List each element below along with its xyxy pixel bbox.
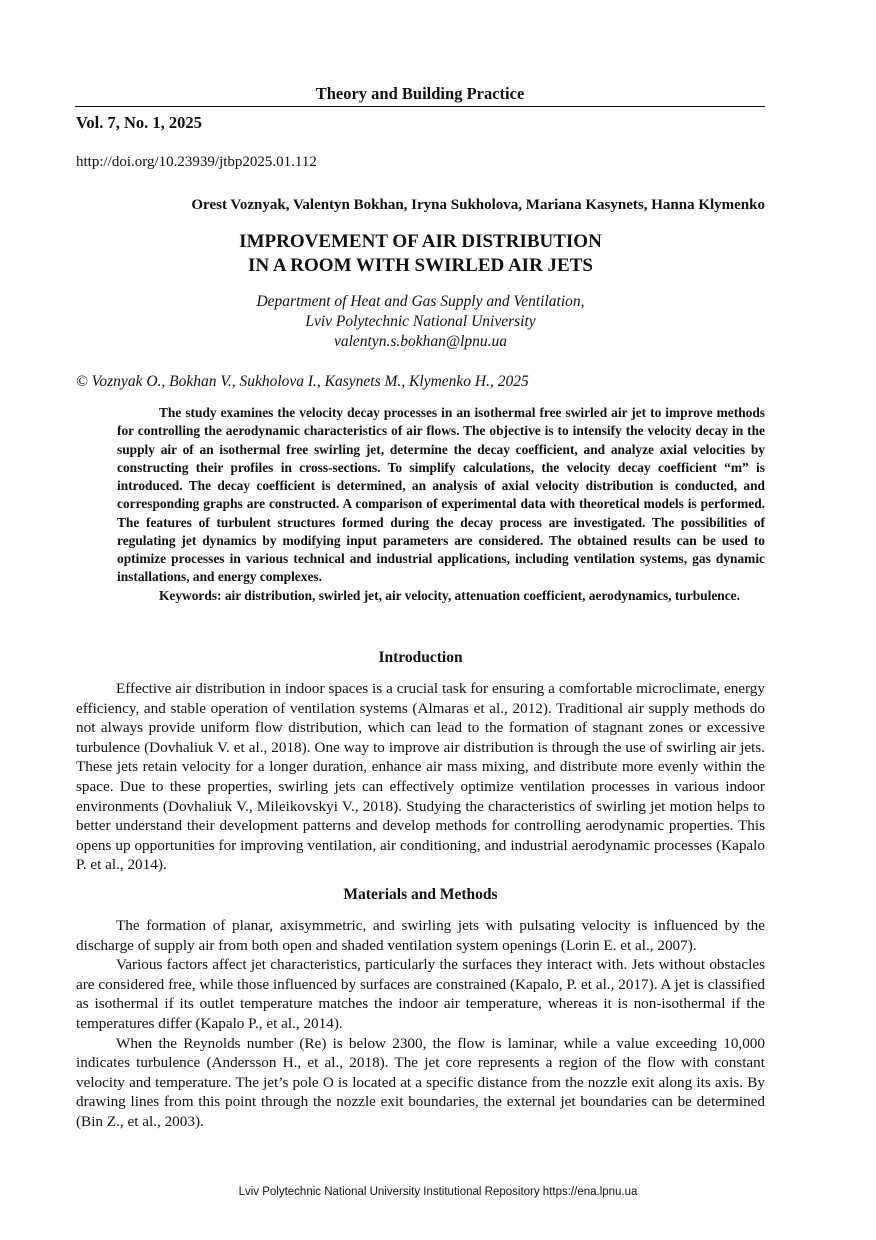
author-list: Orest Voznyak, Valentyn Bokhan, Iryna Sukholova, Mariana Kasynets, Hanna Klymenko	[191, 197, 765, 213]
paragraph: When the Reynolds number (Re) is below 2300, the flow is laminar, while a value exceeding 10,000 indicates turbulence (Andersson H., et al., 2018). The jet core represents a region of the flow with constant velocity and temperature. The jet’s pole O is located at a specific distance from the nozzle exit along its axis. By drawing lines from this point through the nozzle exit boundaries, the external jet boundaries can be determined (Bin Z., et al., 2003).	[76, 1034, 765, 1130]
repository-footer: Lviv Polytechnic National University Institutional Repository https://ena.lpnu.ua	[238, 1186, 638, 1198]
doi-link[interactable]: http://doi.org/10.23939/jtbp2025.01.112	[76, 154, 317, 170]
section-heading-methods: Materials and Methods	[343, 886, 498, 903]
introduction-body	[76, 679, 765, 875]
affiliation-university: Lviv Polytechnic National University	[305, 313, 536, 330]
volume-label: Vol. 7, No. 1, 2025	[76, 113, 202, 132]
paragraph: Various factors affect jet characteristics, particularly the surfaces they interact with. Jets without obstacles are considered free, while those influenced by surfaces are constrained (Kapalo, P. et al., 2017). A jet is classified as isothermal if its outlet temperature matches the indoor air temperature, whereas it is non-isothermal if the temperatures differ (Kapalo P., et al., 2014).	[76, 956, 765, 1032]
title-line-2: IN A ROOM WITH SWIRLED AIR JETS	[248, 255, 593, 276]
abstract-text: The study examines the velocity decay processes in an isothermal free swirled air jet to improve methods for controlling the aerodynamic characteristics of air flows. The objective is to intensify the velocity decay in the supply air of an isothermal free swirling jet, determine the decay coefficient, and analyze axial velocities by constructing their profiles in cross-sections. To simplify calculations, the velocity decay coefficient “m” is introduced. The decay coefficient is determined, an analysis of axial velocity distribution is conducted, and corresponding graphs are constructed. A comparison of experimental data with theoretical models is performed. The features of turbulent structures formed during the decay process are investigated. The possibilities of regulating jet dynamics by modifying input parameters are considered. The obtained results can be used to optimize processes in various technical and industrial applications, including ventilation systems, gas dynamic installations, and energy complexes.	[117, 405, 765, 585]
paragraph: Effective air distribution in indoor spaces is a crucial task for ensuring a comfortable microclimate, energy efficiency, and stable operation of ventilation systems (Almaras et al., 2012). Traditional air supply methods do not always provide uniform flow distribution, which can lead to the formation of stagnant zones or excessive turbulence (Dovhaliuk V. et al., 2018). One way to improve air distribution is through the use of swirling air jets. These jets retain velocity for a longer duration, enhance air mass mixing, and distribute more evenly within the space. Due to these properties, swirling jets can effectively optimize ventilation processes in various indoor environments (Dovhaliuk V., Mileikovskyi V., 2018). Studying the characteristics of swirling jet motion helps to better understand their development patterns and develop methods for controlling aerodynamic properties. This opens up opportunities for improving ventilation, air conditioning, and industrial aerodynamic processes (Kapalo P. et al., 2014).	[76, 680, 765, 874]
contact-email[interactable]: valentyn.s.bokhan@lpnu.ua	[333, 333, 508, 350]
abstract	[117, 404, 765, 605]
section-heading-introduction: Introduction	[378, 649, 463, 666]
affiliation-department: Department of Heat and Gas Supply and Ventilation,	[256, 293, 585, 310]
header-rule	[75, 106, 765, 107]
methods-body	[76, 916, 765, 1132]
affiliation	[76, 292, 765, 352]
article-title	[76, 230, 765, 278]
journal-title: Theory and Building Practice	[315, 84, 525, 103]
paragraph: The formation of planar, axisymmetric, and swirling jets with pulsating velocity is influenced by the discharge of supply air from both open and shaded ventilation system openings (Lorin E. et al., 2007).	[76, 917, 765, 954]
keywords: Keywords: air distribution, swirled jet, air velocity, attenuation coefficient, aerodynamics, turbulence.	[159, 587, 740, 603]
title-line-1: IMPROVEMENT OF AIR DISTRIBUTION	[239, 231, 602, 252]
copyright-line: © Voznyak O., Bokhan V., Sukholova I., Kasynets M., Klymenko H., 2025	[76, 373, 529, 390]
